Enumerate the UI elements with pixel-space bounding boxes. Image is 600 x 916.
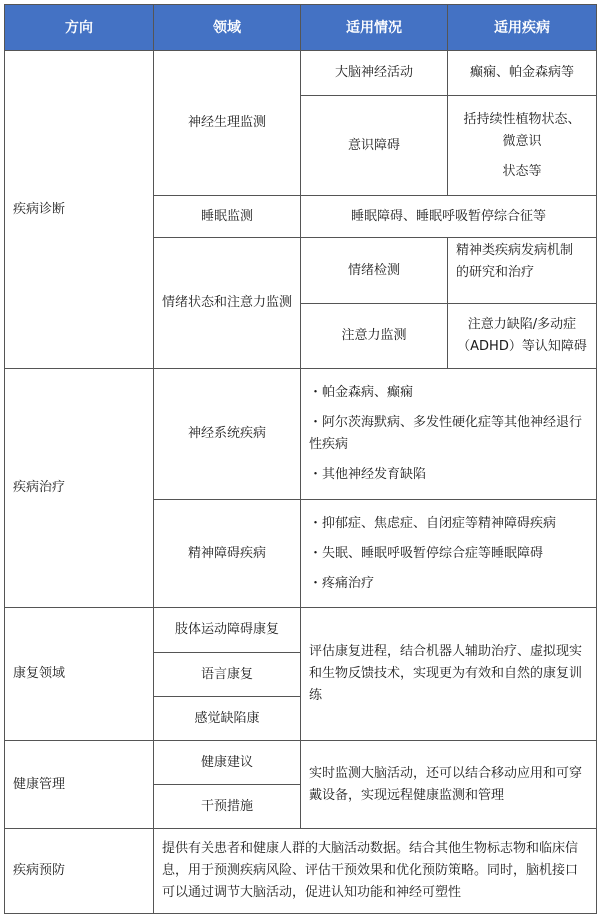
field-sensory-rehab: 感觉缺陷康 [153,696,301,741]
disease-vegetative-line2: 微意识 [502,133,542,149]
field-motor-rehab: 肢体运动障碍康复 [153,607,301,653]
direction-health: 健康管理 [4,740,154,829]
neuro-disease-list [300,368,597,500]
field-neuro-diseases: 神经系统疾病 [153,368,301,500]
direction-prevention: 疾病预防 [4,828,154,914]
rehab-description: 评估康复进程，结合机器人辅助治疗、虚拟现实和生物反馈技术，实现更为有效和自然的康复训练 [300,607,597,741]
disease-mental [447,237,597,304]
header-situation: 适用情况 [300,4,448,51]
disease-adhd [447,303,597,369]
disease-vegetative-line1: 括持续性植物状态、 [463,111,581,127]
disease-epilepsy-parkinson: 癫痫、帕金森病等 [447,50,597,96]
field-mental-disorders: 精神障碍疾病 [153,499,301,608]
field-health-advice: 健康建议 [153,740,301,785]
direction-treatment: 疾病治疗 [4,368,154,608]
list-item: ・阿尔茨海默病、多发性硬化症等其他神经退行性疾病 [309,415,583,452]
prevention-description: 提供有关患者和健康人群的大脑活动数据。结合其他生物标志物和临床信息，用于预测疾病风险、评估干预效果和优化预防策略。同时，脑机接口可以通过调节大脑活动，促进认知功能和神经可塑性 [153,828,597,914]
field-neuro-monitoring: 神经生理监测 [153,50,301,196]
disease-adhd-line2: （ADHD）等认知障碍 [457,339,587,354]
disease-vegetative-line3: 状态等 [502,163,542,179]
mental-disorder-list [300,499,597,608]
direction-rehab: 康复领域 [4,607,154,741]
field-speech-rehab: 语言康复 [153,652,301,697]
list-item: ・帕金森病、癫痫 [309,385,414,400]
list-item: ・抑郁症、焦虑症、自闭症等精神障碍疾病 [309,515,557,531]
header-field: 领域 [153,4,301,51]
field-intervention: 干预措施 [153,784,301,829]
list-item: ・失眠、睡眠呼吸暂停综合症等睡眠障碍 [309,545,544,561]
disease-adhd-line1: 注意力缺陷/多动症 [467,317,577,332]
list-item: ・疼痛治疗 [309,575,375,591]
situation-brain-activity: 大脑神经活动 [300,50,448,96]
list-item: ・其他神经发育缺陷 [309,467,427,482]
header-direction: 方向 [4,4,154,51]
situation-attention-monitor: 注意力监测 [300,303,448,369]
field-emotion-attention: 情绪状态和注意力监测 [153,237,301,369]
sleep-diseases: 睡眠障碍、睡眠呼吸暂停综合征等 [300,195,597,238]
field-sleep-monitoring: 睡眠监测 [153,195,301,238]
situation-consciousness: 意识障碍 [300,95,448,196]
disease-mental-line1: 精神类疾病发病机制 [456,243,574,258]
direction-diagnosis: 疾病诊断 [4,50,154,369]
header-disease: 适用疾病 [447,4,597,51]
health-description: 实时监测大脑活动，还可以结合移动应用和可穿戴设备，实现远程健康监测和管理 [300,740,597,829]
situation-emotion-detect: 情绪检测 [300,237,448,304]
disease-vegetative [447,95,597,196]
disease-mental-line2: 的研究和治疗 [456,265,535,280]
